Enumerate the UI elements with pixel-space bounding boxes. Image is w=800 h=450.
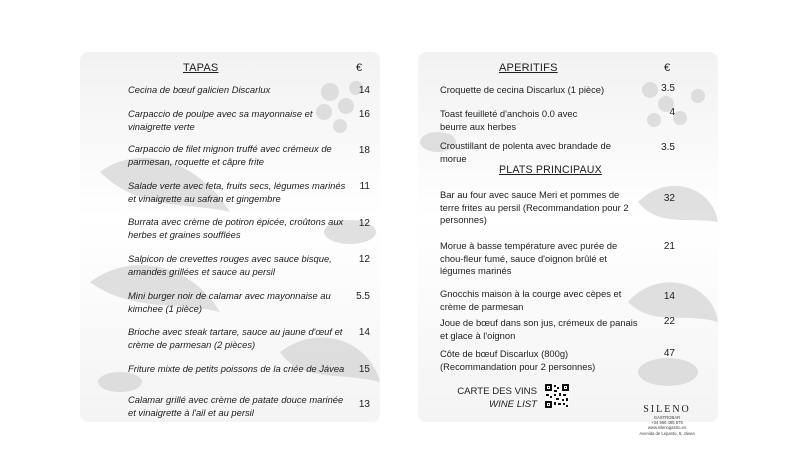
menu-item-price: 32	[663, 193, 675, 204]
menu-item-price: 12	[358, 254, 370, 265]
menu-item: Gnocchis maison à la courge avec cèpes et crème de parmesan	[440, 288, 622, 312]
wine-list-title: CARTE DES VINS	[457, 386, 537, 397]
menu-item-price: 47	[663, 348, 675, 359]
menu-item: Toast feuilleté d'anchois 0.0 avec beurre aux herbes	[440, 108, 578, 132]
tapas-currency: €	[356, 62, 363, 74]
menu-item: Burrata avec crème de potiron épicée, croûtons aux herbes et graines soufflées	[128, 216, 344, 240]
menu-item: Calamar grillé avec crème de patate douce marinée et vinaigrette à l'ail et au persil	[128, 394, 344, 418]
menu-item: Croustillant de polenta avec brandade de morue	[440, 140, 611, 164]
menu-item-price: 3.5	[661, 83, 675, 94]
restaurant-logo	[637, 404, 697, 436]
brand-name: SILENO	[643, 404, 691, 415]
menu-item: Carpaccio de filet mignon truffé avec crémeux de parmesan, roquette et câpre frite	[128, 143, 332, 167]
menu-item-price: 14	[358, 327, 370, 338]
menu-item: Brioche avec steak tartare, sauce au jaune d'œuf et crème de parmesan (2 pièces)	[128, 326, 343, 350]
tapas-heading: TAPAS	[183, 62, 219, 74]
brand-website: www.silenogastro.es	[647, 425, 687, 431]
menu-item-price: 13	[358, 399, 370, 410]
menu-item-price: 14	[358, 85, 370, 96]
menu-item-price: 4	[669, 107, 675, 118]
mains-heading: PLATS PRINCIPAUX	[499, 164, 602, 176]
menu-item: Côte de bœuf Discarlux (800g) (Recommandation pour 2 personnes)	[440, 348, 596, 372]
brand-address: Avenida de Lepanto, 6, Jávea	[639, 430, 695, 436]
menu-item-price: 21	[663, 241, 675, 252]
wine-list-link[interactable]	[455, 385, 537, 411]
menu-item: Friture mixte de petits poissons de la criée de Jávea	[128, 363, 345, 374]
menu-item: Salade verte avec feta, fruits secs, légumes marinés et vinaigrette au safran et gingembre	[128, 180, 346, 204]
wine-list-subtitle: WINE LIST	[489, 399, 537, 410]
aperitifs-heading: APERITIFS	[499, 62, 558, 74]
menu-item-price: 16	[358, 109, 370, 120]
menu-item: Morue à basse température avec purée de chou-fleur fumé, sauce d'oignon brûlé et légumes marinés	[440, 240, 618, 277]
aperitifs-currency: €	[664, 62, 671, 74]
menu-item-price: 3.5	[661, 142, 675, 153]
menu-item-price: 15	[358, 364, 370, 375]
brand-phone: +34 966 485 875	[651, 420, 683, 426]
menu-item: Cecina de bœuf galicien Discarlux	[128, 84, 271, 95]
menu-item: Croquette de cecina Discarlux (1 pièce)	[440, 84, 605, 95]
menu-item-price: 12	[358, 218, 370, 229]
menu-item: Mini burger noir de calamar avec mayonnaise au kimchee (1 pièce)	[128, 290, 331, 314]
menu-item-price: 14	[663, 291, 675, 302]
menu-item-price: 18	[358, 145, 370, 156]
menu-item: Joue de bœuf dans son jus, crémeux de panais et glace à l'oignon	[440, 317, 638, 341]
brand-tagline: GASTROBAR	[653, 415, 681, 420]
menu-item: Bar au four avec sauce Meri et pommes de terre frites au persil (Recommandation pour 2 personnes)	[440, 189, 629, 226]
menu-item: Carpaccio de poulpe avec sa mayonnaise et vinaigrette verte	[128, 108, 313, 132]
menu-item-price: 22	[663, 316, 675, 327]
menu-item-price: 5.5	[356, 291, 370, 302]
menu-item-price: 11	[359, 181, 370, 192]
menu-item: Salpicon de crevettes rouges avec sauce bisque, amandes grillées et sauce au persil	[128, 253, 332, 277]
qr-code-icon[interactable]	[545, 384, 569, 408]
